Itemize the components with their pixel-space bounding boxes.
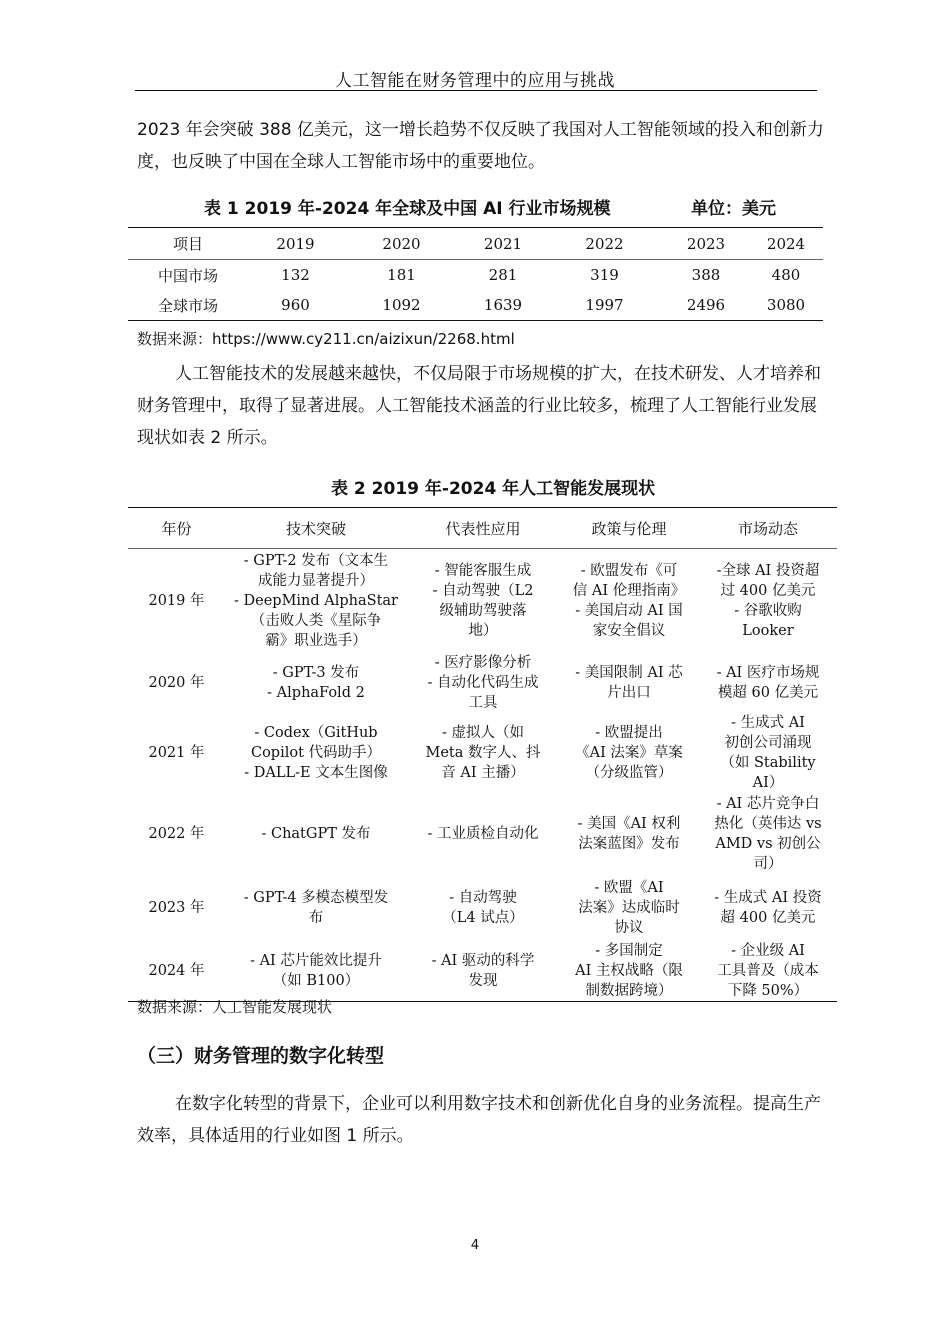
table1-cell: 2496 — [686, 296, 726, 314]
table-row — [128, 793, 837, 875]
table1-cell: 全球市场 — [157, 296, 218, 315]
table2-cell: - 生成式 AI 投资 超 400 亿美元 — [714, 889, 822, 926]
header-rule — [135, 90, 817, 91]
table1-header-cell: 2021 — [460, 228, 546, 260]
table2-cell: -全球 AI 投资超 过 400 亿美元 - 谷歌收购 Looker — [716, 562, 820, 639]
table1-source: 数据来源：https://www.cy211.cn/aizixun/2268.html — [137, 330, 515, 348]
table1-header-cell: 2019 — [248, 228, 343, 260]
table-row — [128, 549, 837, 653]
table1-caption: 表 1 2019 年-2024 年全球及中国 AI 行业市场规模 — [204, 199, 611, 219]
table-row — [128, 260, 823, 291]
table2-source: 数据来源：人工智能发展现状 — [137, 998, 333, 1016]
table1-cell: 181 — [387, 266, 416, 284]
table1-header-cell: 2020 — [343, 228, 460, 260]
table2-cell: - 虚拟人（如 Meta 数字人、抖 音 AI 主播） — [425, 724, 541, 781]
table1-cell: 480 — [771, 266, 801, 284]
table2-cell: - 智能客服生成 - 自动驾驶（L2 级辅助驾驶落 地） — [432, 562, 534, 639]
table2-cell: - AI 医疗市场规 模超 60 亿美元 — [716, 664, 820, 701]
table1-header-cell: 2023 — [663, 228, 749, 260]
table2-cell: - 欧盟提出 《AI 法案》草案 （分级监管） — [575, 724, 683, 781]
table1-cell: 1639 — [483, 296, 523, 314]
table2 — [128, 507, 837, 1002]
table2-cell: - 医疗影像分析 - 自动化代码生成 工具 — [427, 654, 539, 711]
table2-header-cell: 政策与伦理 — [559, 508, 699, 549]
table2-cell: - 生成式 AI 初创公司涌现 （如 Stability AI） — [720, 714, 816, 791]
table2-cell: - AI 芯片竞争白 热化（英伟达 vs AMD vs 初创公 司） — [714, 795, 822, 872]
table2-cell: - 企业级 AI 工具普及（成本 下降 50%） — [717, 942, 819, 999]
table2-cell: - AI 芯片能效比提升 （如 B100） — [250, 952, 382, 989]
section-heading: （三）财务管理的数字化转型 — [137, 1045, 385, 1067]
page-header-title: 人工智能在财务管理中的应用与挑战 — [335, 71, 615, 91]
table1-header-cell: 项目 — [128, 228, 248, 260]
table2-cell: - 多国制定 AI 主权战略（限 制数据跨境） — [575, 942, 683, 999]
table2-header-row — [128, 508, 837, 549]
table-row — [128, 713, 837, 793]
table2-cell: - 美国《AI 权利 法案蓝图》发布 — [577, 815, 681, 852]
table1-cell: 388 — [691, 266, 721, 284]
table2-cell: - 美国限制 AI 芯 片出口 — [575, 664, 683, 701]
paragraph-1: 2023 年会突破 388 亿美元，这一增长趋势不仅反映了我国对人工智能领域的投入和创新力度，也反映了中国在全球人工智能市场中的重要地位。 — [137, 120, 824, 172]
table1-header-row — [128, 228, 823, 260]
table1 — [128, 227, 823, 321]
table-row — [128, 875, 837, 941]
paragraph-3: 在数字化转型的背景下，企业可以利用数字技术和创新优化自身的业务流程。提高生产效率，具体适用的行业如图 1 所示。 — [137, 1094, 821, 1146]
table2-cell: 2019 年 — [148, 592, 205, 609]
table1-cell: 960 — [281, 296, 310, 314]
table2-cell: - 欧盟《AI 法案》达成临时 协议 — [578, 879, 680, 936]
table2-caption: 表 2 2019 年-2024 年人工智能发展现状 — [331, 479, 656, 499]
table-row — [128, 941, 837, 1002]
table2-cell: 2023 年 — [148, 899, 205, 916]
table2-cell: - 工业质检自动化 — [427, 825, 539, 842]
table1-cell: 3080 — [766, 296, 806, 314]
table2-header-cell: 代表性应用 — [407, 508, 559, 549]
table1-cell: 281 — [488, 266, 518, 284]
table-row — [128, 653, 837, 713]
table1-header-cell: 2022 — [546, 228, 663, 260]
table1-cell: 1092 — [382, 296, 421, 314]
table1-cell: 132 — [281, 266, 310, 284]
table1-cell: 319 — [590, 266, 619, 284]
table2-header-cell: 年份 — [128, 508, 225, 549]
page-number: 4 — [470, 1238, 480, 1253]
table2-cell: 2024 年 — [148, 962, 205, 979]
paragraph-2: 人工智能技术的发展越来越快，不仅局限于市场规模的扩大，在技术研发、人才培养和财务管理中，取得了显著进展。人工智能技术涵盖的行业比较多，梳理了人工智能行业发展现状如表 2 所示。 — [137, 364, 821, 448]
table2-header-cell: 市场动态 — [699, 508, 837, 549]
table1-header-cell: 2024 — [749, 228, 823, 260]
table2-cell: - AI 驱动的科学 发现 — [431, 952, 535, 989]
table2-cell: - Codex（GitHub Copilot 代码助手） - DALL-E 文本生图像 — [244, 724, 388, 781]
table-row — [128, 290, 823, 321]
table2-cell: - 自动驾驶 （L4 试点） — [442, 889, 524, 926]
table2-cell: 2020 年 — [148, 674, 205, 691]
table2-cell: - ChatGPT 发布 — [261, 825, 371, 842]
table1-unit: 单位：美元 — [691, 199, 776, 219]
table2-cell: - GPT-3 发布 - AlphaFold 2 — [267, 664, 365, 701]
table1-cell: 中国市场 — [157, 266, 218, 285]
table2-header-cell: 技术突破 — [225, 508, 407, 549]
table2-cell: - GPT-2 发布（文本生 成能力显著提升） - DeepMind AlphaStar （击败人类《星际争 霸》职业选手） — [233, 552, 398, 649]
table1-cell: 1997 — [585, 296, 624, 314]
table2-cell: 2021 年 — [148, 744, 205, 761]
table2-cell: 2022 年 — [148, 825, 205, 842]
table2-cell: - 欧盟发布《可 信 AI 伦理指南》 - 美国启动 AI 国 家安全倡议 — [572, 562, 686, 639]
table2-cell: - GPT-4 多模态模型发 布 — [243, 889, 389, 926]
